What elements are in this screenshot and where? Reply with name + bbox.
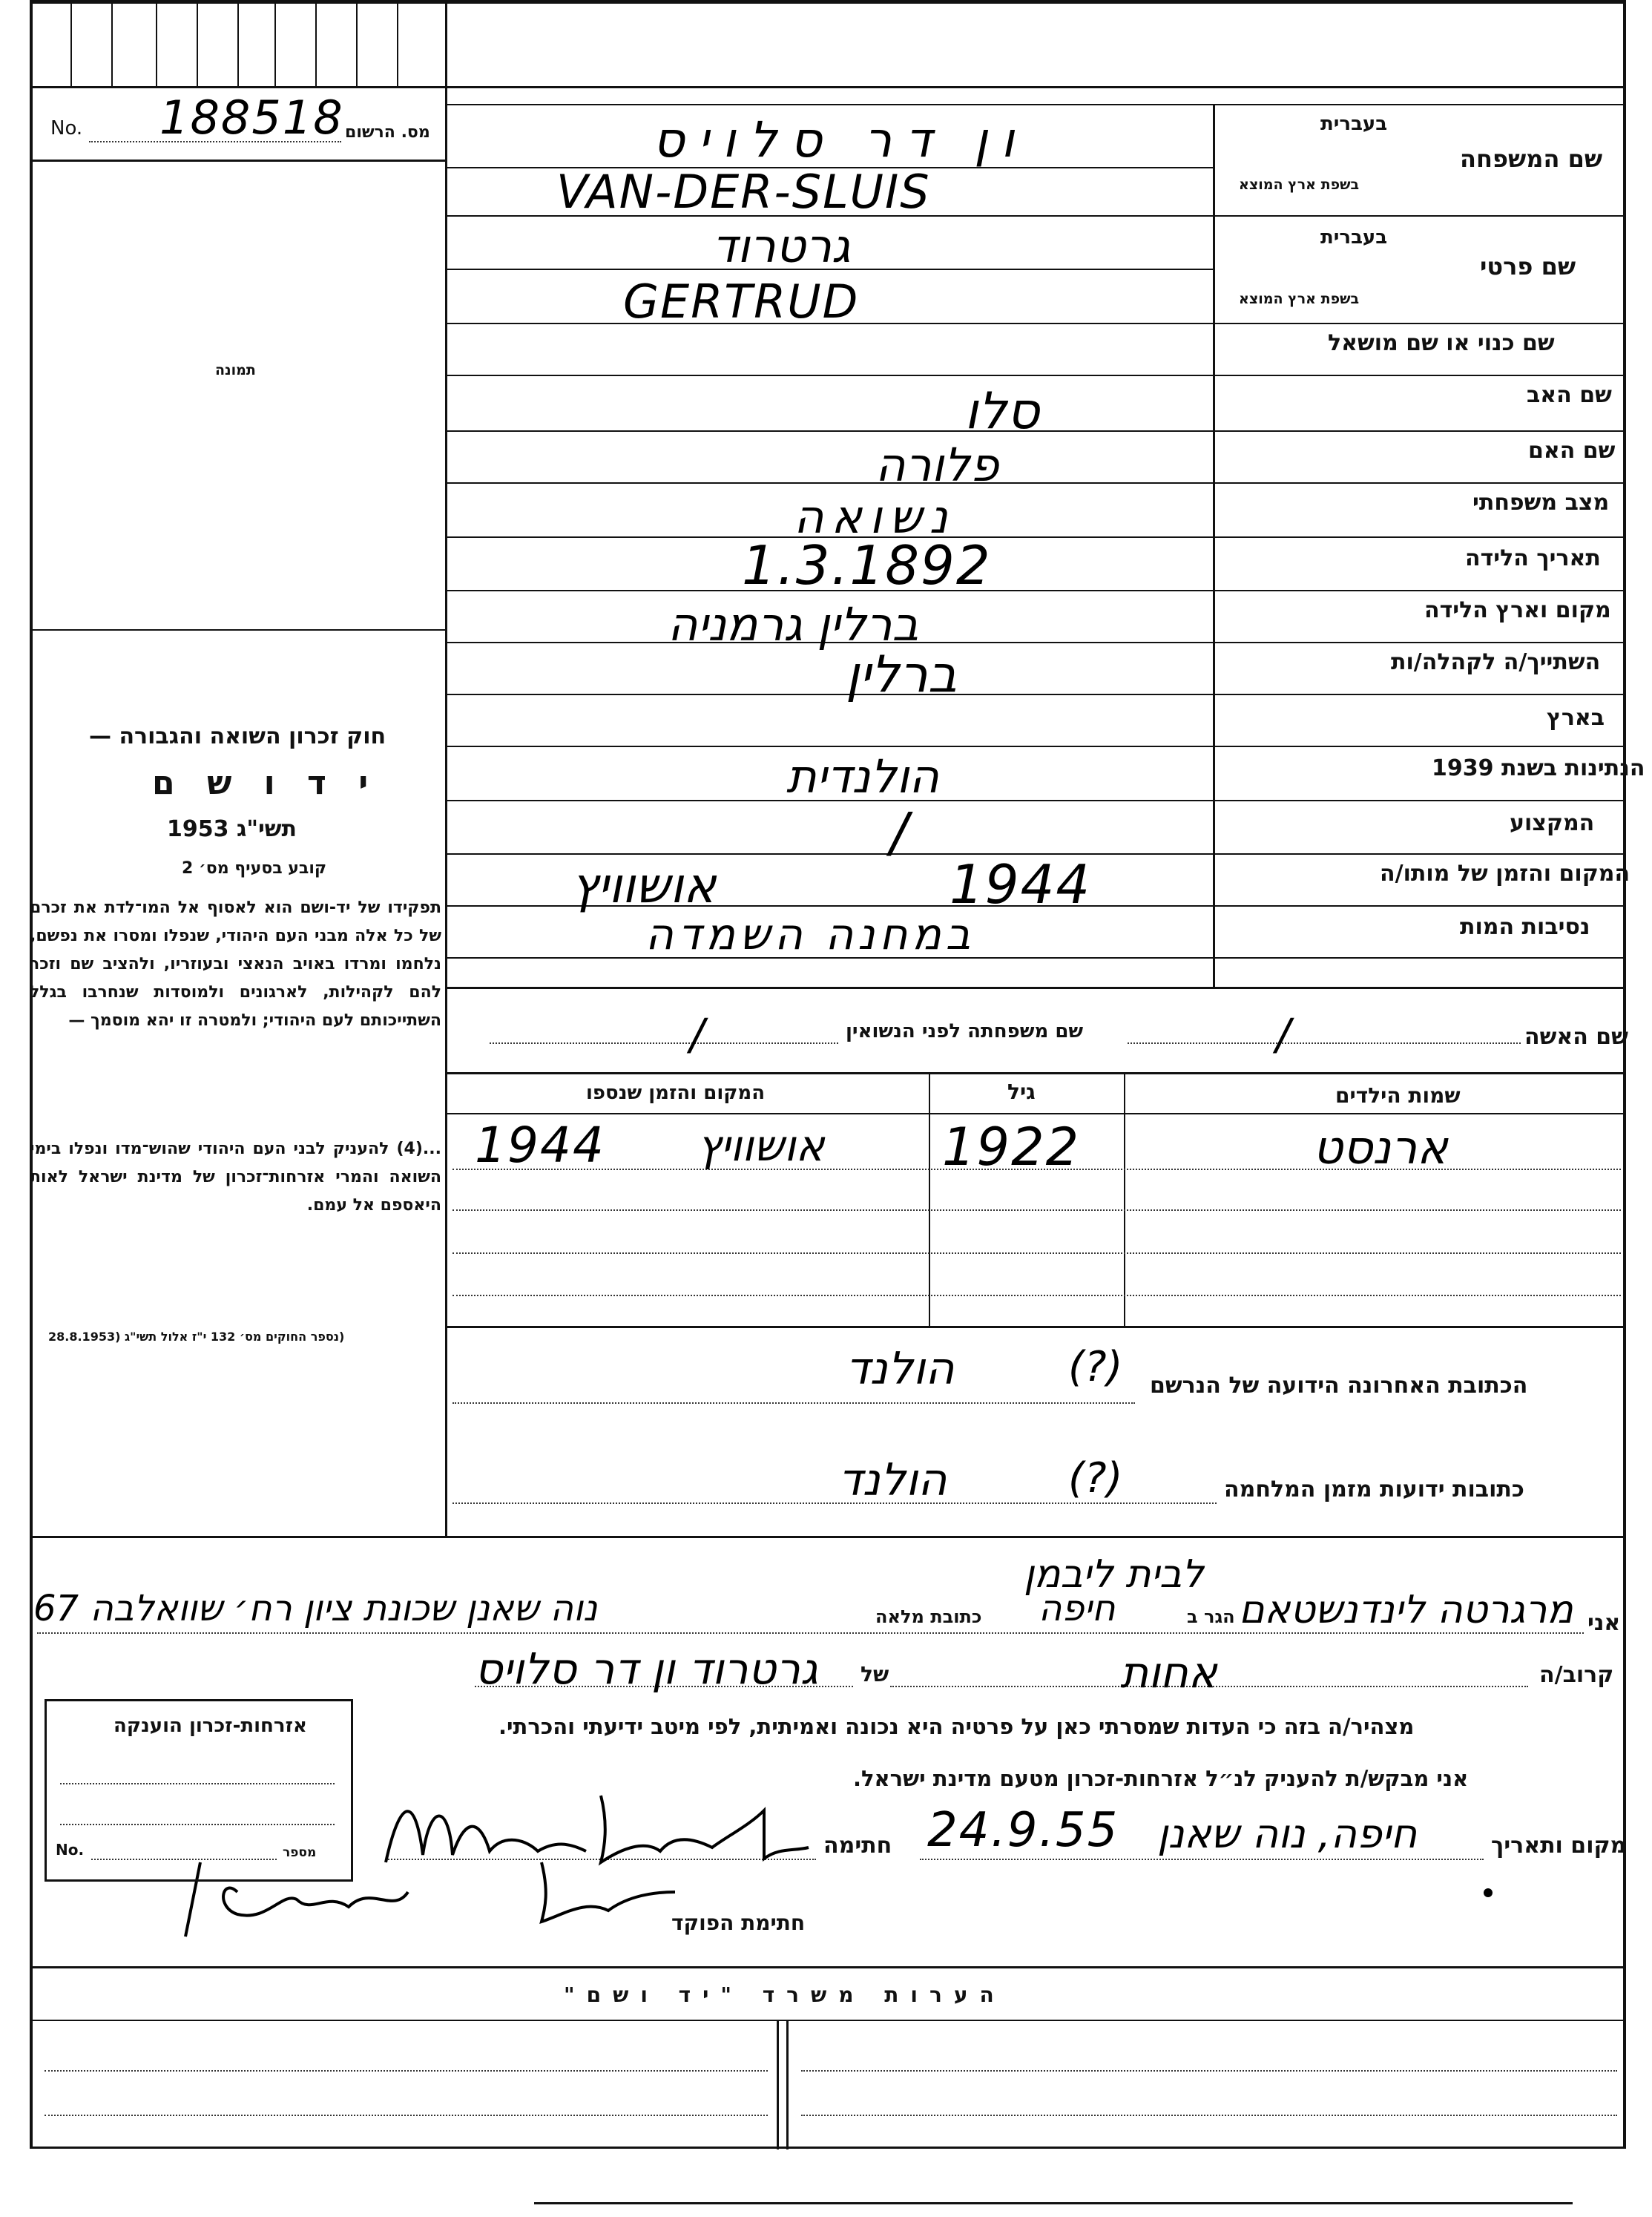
top-strip-divider — [30, 86, 1626, 88]
family-name-label: שם המשפחה — [1460, 145, 1603, 173]
marital-label: מצב משפחתי — [1472, 490, 1610, 516]
law-heading: חוק זכרון השואה והגבורה — — [89, 723, 386, 749]
photo-label: תמונה — [215, 362, 256, 378]
last-address-mark: (?) — [1068, 1343, 1123, 1391]
death-circumstances-value: במחנה השמדה — [645, 909, 975, 959]
relation-value: אחות — [1120, 1647, 1217, 1698]
father-value: סלו — [964, 382, 1040, 441]
maiden-name-value: / — [690, 1009, 705, 1060]
full-address-value: נוה שאנן שכונת ציון רח׳ שוואלבה 67 — [33, 1588, 598, 1629]
left-column-divider — [445, 0, 447, 1536]
child-place: אושוויץ — [697, 1120, 825, 1171]
last-address-label: הכתובת האחרונה הידועה של הנרשם — [1150, 1373, 1528, 1399]
first-name-origin-value: GERTRUD — [623, 275, 860, 329]
war-address-value: הולנד — [838, 1454, 947, 1506]
child-year: 1944 — [475, 1117, 605, 1174]
ani-label: אני — [1587, 1610, 1621, 1636]
last-address-value: הולנד — [846, 1343, 955, 1395]
law-paragraph-2: ...(4) להעניק לבני העם היהודי שהוש־מדו ונפלו בימי השואה והמרי אזרחות־זכרון של מדינת ישראל לאות היאספם אל עמם. — [30, 1140, 441, 1215]
citizenship-box-title: אזרחות-זכרון הוענקה — [113, 1715, 307, 1737]
child-age: 1922 — [942, 1117, 1081, 1178]
death-place-value: אושוויץ — [571, 857, 717, 914]
law-footnote: (נספר החוקים מס׳ 132 י"ז אלול תשי"ג (28.8.1953 — [48, 1330, 345, 1344]
marital-value: נשואה — [794, 490, 955, 544]
nickname-label: שם כנוי או שם מושאל — [1328, 330, 1555, 356]
children-age-header: גיל — [1007, 1080, 1036, 1104]
citizenship-box-number-label: מספר — [283, 1845, 317, 1860]
relative-of-name: גרטרוד ון דר סלויס — [475, 1643, 818, 1694]
officer-signature-label: חתימת הפוקד — [671, 1911, 806, 1935]
resides-city: חיפה — [1039, 1588, 1116, 1629]
registration-no-label: No. — [50, 117, 83, 139]
wife-name-label: שם האשה — [1524, 1024, 1628, 1050]
full-address-label: כתובת מלאה — [875, 1606, 982, 1627]
declarant-maiden-name: לבית ליבמן — [1024, 1552, 1204, 1597]
profession-label: המקצוע — [1510, 810, 1595, 836]
citizenship-box — [45, 1699, 353, 1882]
registration-number: 188518 — [159, 91, 344, 145]
father-label: שם האב — [1527, 382, 1612, 408]
birth-date-label: תאריך הלידה — [1465, 545, 1601, 571]
family-name-origin-value: VAN-DER-SLUIS — [556, 165, 931, 219]
bottom-border — [30, 2147, 1626, 2149]
date-value: 24.9.55 — [927, 1803, 1119, 1858]
first-name-sub-hebrew: בעברית — [1320, 226, 1388, 249]
family-name-hebrew-value: ון דר סלויס — [653, 111, 1028, 168]
children-names-header: שמות הילדים — [1335, 1083, 1461, 1108]
dot-mark — [1484, 1888, 1493, 1897]
resides-label: הגר ב — [1187, 1606, 1235, 1627]
place-date-label: מקום ותאריך — [1491, 1833, 1627, 1859]
mother-label: שם האם — [1528, 438, 1616, 464]
death-place-label: המקום והזמן של מותו/ה — [1380, 861, 1630, 887]
first-name-sub-origin: בשפת ארץ המוצא — [1239, 291, 1360, 307]
country-label: בארץ — [1547, 705, 1605, 731]
left-border — [30, 0, 33, 2148]
war-address-mark: (?) — [1068, 1454, 1123, 1502]
declarant-name: מרגרטה לינדנשטאם — [1239, 1588, 1573, 1632]
office-notes-title: הערות משרד "יד ושם" — [564, 1983, 1006, 2007]
law-paragraph-1: תפקידו של יד-ושם הוא לאסוף אל המו־לדת את זכרם של כל אלה מבני העם היהודי, שנפלו ומסרו את נפשם, נלחמו ומרדו באויב הנאצי ובעוזריו, ולהציב שם וזכר להם לקהילות, לארגונים ולמוסדות שנחרבו בגלל השתייכותם לעם היהודי; ולמטרה זו יהא מוסמך — — [30, 899, 441, 1030]
birth-date-value: 1.3.1892 — [742, 534, 992, 597]
children-place-header: המקום והזמן שנספו — [586, 1082, 766, 1104]
profession-value: / — [890, 801, 909, 864]
law-clause: קובע בסעיף מס׳ 2 — [182, 859, 327, 878]
registration-label: מס. הרשום — [345, 123, 430, 142]
death-year-value: 1944 — [950, 853, 1092, 916]
mother-value: פלורה — [875, 438, 999, 492]
citizenship-value: הולנדית — [786, 749, 939, 804]
request-text: אני מבקש/ת להעניק לנ״ל אזרחות-זכרון מטעם מדינת ישראל. — [853, 1766, 1469, 1791]
community-value: ברלין — [846, 646, 958, 704]
first-name-hebrew-value: גרטרוד — [712, 219, 851, 273]
family-name-sub-origin: בשפת ארץ המוצא — [1239, 177, 1360, 193]
statement-text: מצהיר/ה בזה כי העדות שמסרתי כאן על פרטיה היא נכונה ואמיתית, לפי מיטב ידיעתי והכרתי. — [498, 1714, 1415, 1739]
wife-name-value: / — [1276, 1009, 1291, 1060]
top-border — [30, 0, 1626, 4]
citizenship-label: הנתינות בשנת 1939 — [1432, 755, 1645, 781]
birth-place-value: ברלין גרמניה — [668, 597, 919, 651]
yad-vashem-title: י ד ו ש ם — [152, 764, 379, 802]
signature-label: חתימה — [823, 1833, 892, 1859]
maiden-name-label: שם משפחתה לפני הנשואין — [846, 1020, 1084, 1042]
first-name-label: שם פרטי — [1480, 252, 1576, 280]
relative-label: קרוב/ה — [1539, 1662, 1614, 1688]
birth-place-label: מקום וארץ הלידה — [1424, 597, 1611, 623]
death-circumstances-label: נסיבות המות — [1460, 914, 1590, 940]
war-address-label: כתובות ידועות מזמן המלחמה — [1224, 1477, 1524, 1502]
family-name-sub-hebrew: בעברית — [1320, 113, 1388, 135]
of-label: של — [860, 1662, 889, 1686]
citizenship-box-no-label: No. — [56, 1841, 85, 1859]
law-year: תשי"ג 1953 — [167, 816, 297, 842]
child-name: ארנסט — [1313, 1120, 1448, 1175]
community-label: השתייך/ה לקהלה/ות — [1391, 649, 1601, 675]
place-value: חיפה, נוה שאנן — [1157, 1810, 1418, 1857]
